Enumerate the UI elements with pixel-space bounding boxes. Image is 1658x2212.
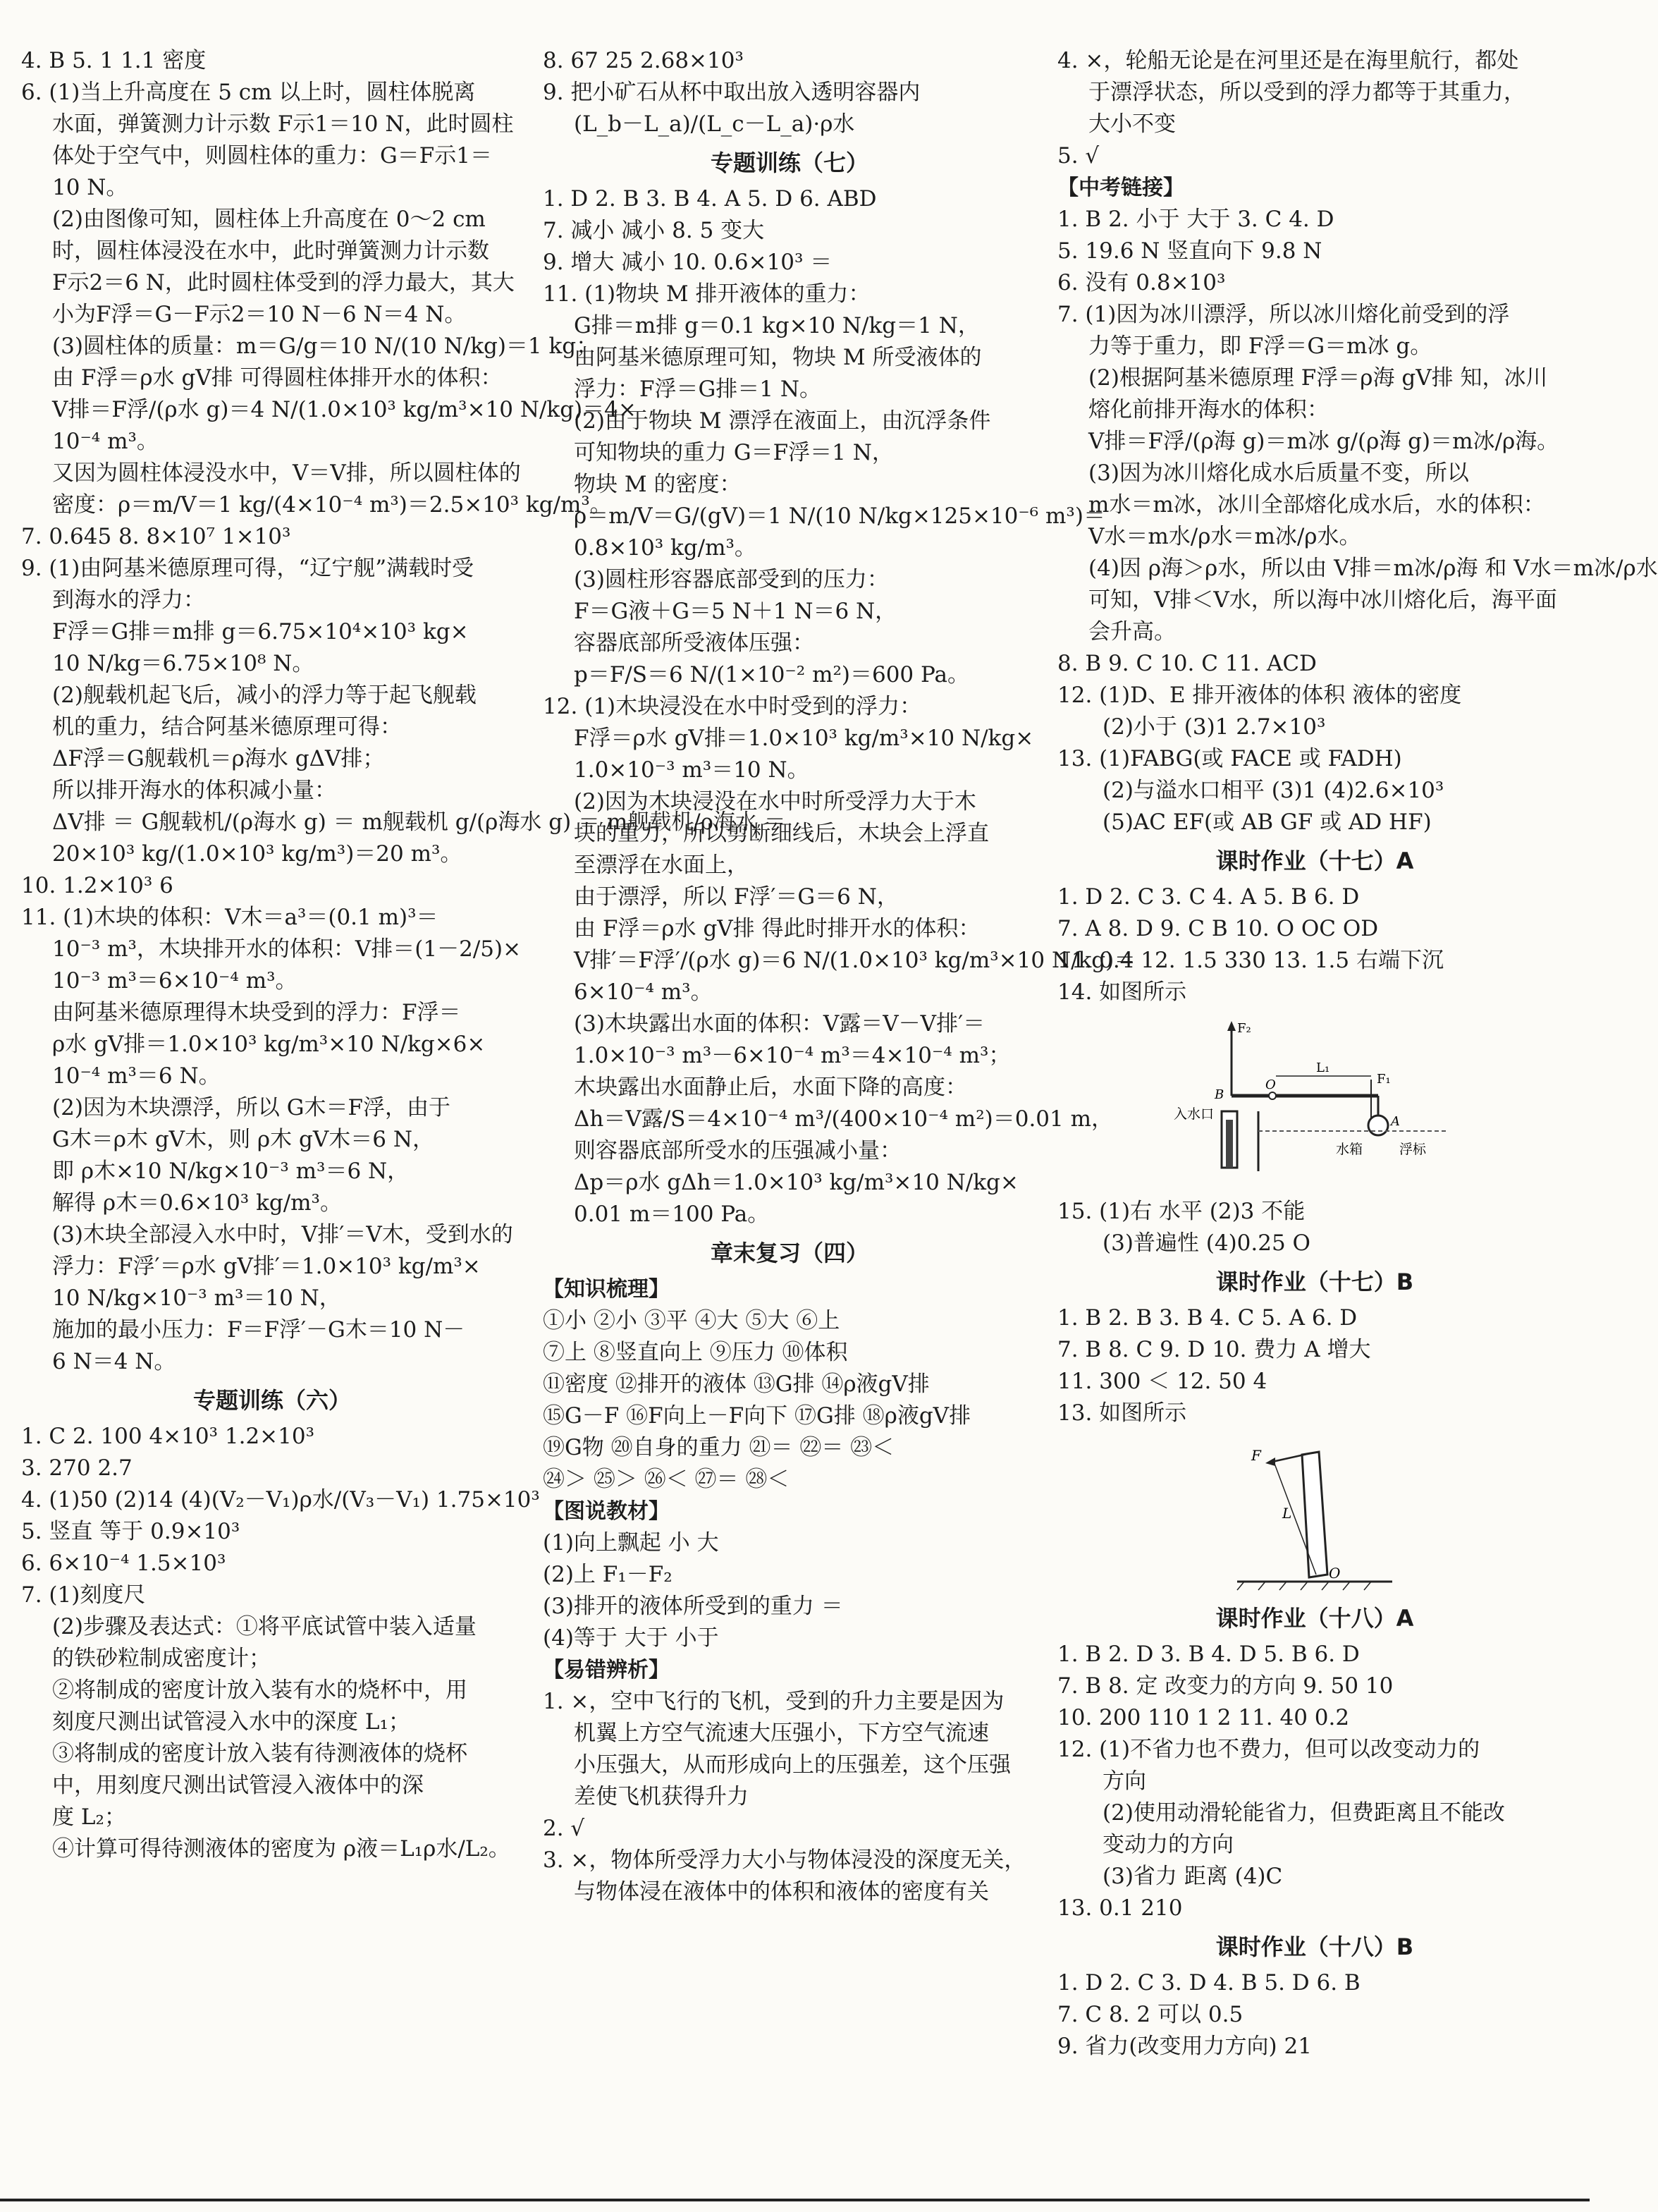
subsection-heading: 【图说教材】 [543, 1499, 670, 1524]
section-heading: 课时作业（十八）B [1215, 1933, 1414, 1960]
right-column-part-1 [1057, 45, 1658, 1008]
answer-line: 物块 M 的密度： [574, 472, 742, 497]
answer-line: 6 N＝4 N。 [52, 1349, 176, 1374]
answer-line: 6×10⁻⁴ m³。 [574, 979, 713, 1005]
answer-line: (2)步骤及表达式：①将平底试管中装入适量 [52, 1614, 477, 1639]
answer-line: 9. 增大 减小 10. 0.6×10³ ＝ [543, 250, 833, 275]
answer-line: 12. (1)不省力也不费力，但可以改变动力的 [1057, 1737, 1480, 1762]
answer-line: 10. 1.2×10³ 6 [21, 873, 173, 898]
answer-line: 3. 270 2.7 [21, 1455, 133, 1481]
answer-line: 6. 没有 0.8×10³ [1057, 270, 1226, 295]
ground-hatch [1237, 1582, 1371, 1590]
answer-line: Δh＝V露/S＝4×10⁻⁴ m³/(400×10⁻⁴ m²)＝0.01 m， [574, 1106, 1113, 1132]
answer-line: 7. B 8. C 9. D 10. 费力 A 增大 [1057, 1337, 1371, 1362]
answer-line: 所以排开海水的体积减小量： [52, 778, 336, 803]
answer-line: 20×10³ kg/(1.0×10³ kg/m³)＝20 m³。 [52, 841, 462, 867]
answer-line: 即 ρ木×10 N/kg×10⁻³ m³＝6 N， [52, 1159, 410, 1184]
answer-line: V排′＝F浮′/(ρ水 g)＝6 N/(1.0×10³ kg/m³×10 N/kg)＝ [574, 948, 1136, 973]
arrowhead-f [1265, 1458, 1275, 1466]
answer-line: 到海水的浮力： [52, 587, 205, 613]
answer-line: 7. (1)刻度尺 [21, 1582, 146, 1608]
answer-line: 10⁻³ m³＝6×10⁻⁴ m³。 [52, 968, 297, 994]
answer-line: F浮＝G排＝m排 g＝6.75×10⁴×10³ kg× [52, 619, 469, 644]
answer-line: 8. 67 25 2.68×10³ [543, 48, 744, 73]
answer-line: F＝G液＋G＝5 N＋1 N＝6 N， [574, 599, 897, 624]
answer-line: 7. C 8. 2 可以 0.5 [1057, 2002, 1244, 2027]
answer-line: 10⁻³ m³，木块排开水的体积：V排＝(1－2/5)× [52, 936, 522, 962]
answer-line: 方向 [1103, 1768, 1146, 1794]
answer-line: 会升高。 [1088, 619, 1176, 644]
pipe-core [1226, 1120, 1233, 1168]
answer-line: 11. 0.4 12. 1.5 330 13. 1.5 右端下沉 [1057, 948, 1444, 973]
answer-line: 1. B 2. B 3. B 4. C 5. A 6. D [1057, 1305, 1358, 1331]
answer-line: 与物体浸在液体中的体积和液体的密度有关 [574, 1879, 989, 1905]
answer-line: 7. 0.645 8. 8×10⁷ 1×10³ [21, 524, 291, 549]
lever-bar-figure [1223, 1434, 1406, 1596]
column-right [1057, 45, 1658, 2063]
label-f2: F₂ [1237, 1021, 1251, 1036]
answer-line: 小为F浮＝G－F示2＝10 N－6 N＝4 N。 [52, 302, 467, 327]
answer-line: G排＝m排 g＝0.1 kg×10 N/kg＝1 N， [574, 313, 980, 338]
section-heading: 课时作业（十八）A [1215, 1605, 1414, 1632]
answer-line: ⑲G物 ⑳自身的重力 ㉑＝ ㉒＝ ㉓＜ [543, 1435, 895, 1460]
answer-line: 熔化前排开海水的体积： [1088, 397, 1329, 422]
answer-line: 变动力的方向 [1103, 1832, 1234, 1857]
label-l: L [1282, 1505, 1292, 1522]
answer-line: 则容器底部所受水的压强减小量： [574, 1138, 902, 1163]
answer-line: 5. 竖直 等于 0.9×10³ [21, 1519, 240, 1544]
answer-line: 12. (1)木块浸没在水中时受到的浮力： [543, 694, 922, 719]
answer-line: (3)木块露出水面的体积：V露＝V－V排′＝ [574, 1011, 985, 1037]
answer-line: F示2＝6 N，此时圆柱体受到的浮力最大，其大 [52, 270, 515, 295]
answer-line: 差使飞机获得升力 [574, 1784, 749, 1809]
answer-line: 1. B 2. D 3. B 4. D 5. B 6. D [1057, 1642, 1360, 1667]
answer-line: ΔF浮＝G舰载机＝ρ海水 gΔV排； [52, 746, 385, 771]
answer-line: 1.0×10⁻³ m³＝10 N。 [574, 757, 809, 783]
answer-line: 7. A 8. D 9. C B 10. O OC OD [1057, 916, 1379, 941]
answer-line: 4. (1)50 (2)14 (4)(V₂－V₁)ρ水/(V₃－V₁) 1.75×10³ [21, 1487, 540, 1513]
answer-line: 5. √ [1057, 143, 1100, 169]
arrowhead [1227, 1021, 1236, 1031]
answer-line: 11. 300 ＜ 12. 50 4 [1057, 1369, 1267, 1394]
label-float: 浮标 [1399, 1142, 1427, 1157]
answer-line: 1. C 2. 100 4×10³ 1.2×10³ [21, 1424, 315, 1449]
answer-line: 机翼上方空气流速大压强小，下方空气流速 [574, 1721, 989, 1746]
label-tank: 水箱 [1336, 1142, 1363, 1157]
answer-line: 14. 如图所示 [1057, 979, 1187, 1005]
answer-line: (3)省力 距离 (4)C [1103, 1864, 1283, 1889]
answer-line: 刻度尺测出试管浸入水中的深度 L₁； [52, 1709, 410, 1735]
label-b: B [1215, 1087, 1224, 1102]
subsection-heading: 【知识梳理】 [543, 1277, 670, 1302]
answer-line: ΔV排 ＝ G舰载机/(ρ海水 g) ＝ m舰载机 g/(ρ海水 g) ＝ m舰载机/ρ海水 ＝ [52, 809, 786, 835]
answer-line: (3)因为冰川熔化成水后质量不变，所以 [1088, 460, 1469, 486]
answer-line: 4. B 5. 1 1.1 密度 [21, 48, 207, 73]
answer-line: 密度：ρ＝m/V＝1 kg/(4×10⁻⁴ m³)＝2.5×10³ kg/m³。 [52, 492, 612, 518]
answer-line: (2)舰载机起飞后，减小的浮力等于起飞舰载 [52, 683, 477, 708]
answer-line: (2)使用动滑轮能省力，但费距离且不能改 [1103, 1800, 1505, 1826]
label-l1: L₁ [1316, 1061, 1330, 1075]
answer-line: 1. D 2. C 3. D 4. B 5. D 6. B [1057, 1970, 1361, 1996]
answer-line: 体处于空气中，则圆柱体的重力：G＝F示1＝ [52, 143, 492, 169]
answer-line: 时，圆柱体浸没在水中，此时弹簧测力计示数 [52, 238, 489, 264]
answer-line: 6. (1)当上升高度在 5 cm 以上时，圆柱体脱离 [21, 80, 476, 105]
answer-line: 至漂浮在水面上， [574, 853, 749, 878]
answer-line: 13. (1)FABG(或 FACE 或 FADH) [1057, 746, 1402, 771]
answer-line: 容器底部所受液体压强： [574, 630, 814, 656]
answer-line: 的铁砂粒制成密度计； [52, 1646, 271, 1671]
answer-line: 9. 省力(改变用力方向) 21 [1057, 2034, 1312, 2059]
answer-line: 机的重力，结合阿基米德原理可得： [52, 714, 402, 740]
answer-line: 0.01 m＝100 Pa。 [574, 1202, 770, 1227]
answer-line: 块的重力，所以剪断细线后，木块会上浮直 [574, 821, 989, 846]
section-heading: 专题训练（六） [192, 1387, 351, 1414]
answer-line: 10⁻⁴ m³。 [52, 429, 159, 454]
answer-line: 1. B 2. 小于 大于 3. C 4. D [1057, 207, 1334, 232]
answer-line: (4)因 ρ海＞ρ水，所以由 V排＝m冰/ρ海 和 V水＝m冰/ρ水 [1088, 556, 1658, 581]
answer-line: ⑦上 ⑧竖直向上 ⑨压力 ⑩体积 [543, 1340, 848, 1365]
answer-line: (2)根据阿基米德原理 F浮＝ρ海 gV排 知，冰川 [1088, 365, 1548, 391]
answer-line: ρ水 gV排＝1.0×10³ kg/m³×10 N/kg×6× [52, 1032, 486, 1057]
answer-line: 6. 6×10⁻⁴ 1.5×10³ [21, 1551, 226, 1576]
answer-line: 12. (1)D、E 排开液体的体积 液体的密度 [1057, 683, 1462, 708]
answer-line: ⑪密度 ⑫排开的液体 ⑬G排 ⑭ρ液gV排 [543, 1371, 930, 1397]
answer-line: 1. ×，空中飞行的飞机，受到的升力主要是因为 [543, 1689, 1005, 1714]
answer-line: 0.8×10³ kg/m³。 [574, 535, 756, 561]
answer-line: (L_b－L_a)/(L_c－L_a)·ρ水 [574, 111, 855, 137]
subsection-heading: 【中考链接】 [1057, 176, 1184, 200]
answer-line: 1.0×10⁻³ m³－6×10⁻⁴ m³＝4×10⁻⁴ m³； [574, 1043, 1011, 1068]
label-a: A [1391, 1114, 1400, 1129]
label-f1: F₁ [1377, 1072, 1391, 1087]
lever-rod [1302, 1452, 1327, 1577]
answer-line: V水＝m水/ρ水＝m冰/ρ水。 [1088, 524, 1361, 549]
answer-line: m水＝m冰，冰川全部熔化成水后，水的体积： [1088, 492, 1545, 518]
label-inlet: 入水口 [1174, 1106, 1215, 1122]
bottom-rule [0, 2199, 1590, 2201]
float-ball [1368, 1116, 1388, 1135]
answer-line: 施加的最小压力：F＝F浮′－G木＝10 N－ [52, 1317, 465, 1343]
answer-line: 13. 如图所示 [1057, 1400, 1187, 1426]
answer-line: (2)由图像可知，圆柱体上升高度在 0～2 cm [52, 207, 486, 232]
right-column-part-2 [1057, 1196, 1572, 1429]
answer-line: 由 F浮＝ρ水 gV排 得此时排开水的体积： [574, 916, 981, 941]
answer-line: 10 N。 [52, 175, 128, 200]
section-heading: 课时作业（十七）A [1215, 848, 1414, 874]
answer-line: p＝F/S＝6 N/(1×10⁻² m²)＝600 Pa。 [574, 662, 969, 688]
answer-line: V排＝F浮/(ρ水 g)＝4 N/(1.0×10³ kg/m³×10 N/kg)＝4× [52, 397, 637, 422]
answer-line: ㉔＞ ㉕＞ ㉖＜ ㉗＝ ㉘＜ [543, 1467, 790, 1492]
answer-line: 9. (1)由阿基米德原理可得，“辽宁舰”满载时受 [21, 556, 474, 581]
answer-line: 小压强大，从而形成向上的压强差，这个压强 [574, 1752, 1011, 1778]
answer-line: 又因为圆柱体浸没水中，V＝V排，所以圆柱体的 [52, 460, 521, 486]
answer-line: 大小不变 [1088, 111, 1176, 137]
answer-line: 由 F浮＝ρ水 gV排 可得圆柱体排开水的体积： [52, 365, 503, 391]
answer-line: 7. 减小 减小 8. 5 变大 [543, 218, 765, 243]
answer-line: ④计算可得待测液体的密度为 ρ液＝L₁ρ水/L₂。 [52, 1836, 510, 1862]
answer-line: 15. (1)右 水平 (2)3 不能 [1057, 1199, 1306, 1224]
label-f: F [1251, 1447, 1261, 1464]
answer-line: 1. D 2. B 3. B 4. A 5. D 6. ABD [543, 186, 877, 212]
answer-line: 力等于重力，即 F浮＝G＝m冰 g。 [1088, 334, 1432, 359]
answer-line: 11. (1)木块的体积：V木＝a³＝(0.1 m)³＝ [21, 905, 438, 930]
answer-line: G木＝ρ木 gV木，则 ρ木 gV木＝6 N， [52, 1127, 434, 1152]
answer-line: (2)小于 (3)1 2.7×10³ [1103, 714, 1326, 740]
answer-line: (5)AC EF(或 AB GF 或 AD HF) [1103, 809, 1432, 835]
answer-line: ρ＝m/V＝G/(gV)＝1 N/(10 N/kg×125×10⁻⁶ m³)＝ [574, 503, 1105, 529]
answer-line: 10⁻⁴ m³＝6 N。 [52, 1063, 221, 1089]
answer-line: (2)因为木块浸没在水中时所受浮力大于木 [574, 789, 976, 814]
answer-line: (2)与溢水口相平 (3)1 (4)2.6×10³ [1103, 778, 1444, 803]
right-column-part-3 [1057, 1603, 1572, 2063]
answer-line: ⑮G－F ⑯F向上－F向下 ⑰G排 ⑱ρ液gV排 [543, 1403, 971, 1429]
answer-line: 浮力：F浮＝G排＝1 N。 [574, 377, 821, 402]
answer-line: 5. 19.6 N 竖直向下 9.8 N [1057, 238, 1322, 264]
answer-line: (3)圆柱体的质量：m＝G/g＝10 N/(10 N/kg)＝1 kg； [52, 334, 598, 359]
answer-line: ②将制成的密度计放入装有水的烧杯中，用 [52, 1678, 467, 1703]
answer-line: 11. (1)物块 M 排开液体的重力： [543, 281, 871, 307]
pivot-o [1269, 1092, 1276, 1099]
answer-line: (3)圆柱形容器底部受到的压力： [574, 567, 889, 592]
section-heading: 章末复习（四） [710, 1240, 868, 1266]
section-heading: 课时作业（十七）B [1215, 1269, 1414, 1295]
answer-line: (4)等于 大于 小于 [543, 1625, 719, 1651]
answer-line: ③将制成的密度计放入装有待测液体的烧杯 [52, 1741, 467, 1766]
answer-line: 10. 200 110 1 2 11. 40 0.2 [1057, 1705, 1350, 1730]
label-o2: O [1329, 1565, 1341, 1582]
answer-line: (2)由于物块 M 漂浮在液面上，由沉浮条件 [574, 408, 991, 434]
answer-line: (3)木块全部浸入水中时，V排′＝V木，受到水的 [52, 1222, 513, 1247]
answer-line: 9. 把小矿石从杯中取出放入透明容器内 [543, 80, 921, 105]
answer-line: 浮力：F浮′＝ρ水 gV排′＝1.0×10³ kg/m³× [52, 1254, 481, 1279]
answer-line: 由于漂浮，所以 F浮′＝G＝6 N， [574, 884, 899, 910]
answer-line: 由阿基米德原理可知，物块 M 所受液体的 [574, 345, 982, 370]
answer-line: (3)普遍性 (4)0.25 O [1103, 1230, 1310, 1256]
answer-line: 3. ×，物体所受浮力大小与物体浸没的深度无关， [543, 1847, 1026, 1873]
answer-line: (2)因为木块漂浮，所以 G木＝F浮，由于 [52, 1095, 451, 1120]
answer-line: 4. ×，轮船无论是在河里还是在海里航行，都处 [1057, 48, 1519, 73]
answer-line: 于漂浮状态，所以受到的浮力都等于其重力， [1088, 80, 1525, 105]
subsection-heading: 【易错辨析】 [543, 1658, 670, 1682]
answer-line: F浮＝ρ水 gV排＝1.0×10³ kg/m³×10 N/kg× [574, 726, 1034, 751]
answer-line: 2. √ [543, 1816, 585, 1841]
label-o: O [1265, 1077, 1276, 1092]
answer-line: 7. (1)因为冰川漂浮，所以冰川熔化前受到的浮 [1057, 302, 1510, 327]
answer-line: (3)排开的液体所受到的重力 ＝ [543, 1594, 843, 1619]
answer-line: 10 N/kg×10⁻³ m³＝10 N， [52, 1285, 341, 1311]
answer-line: (1)向上飘起 小 大 [543, 1530, 719, 1556]
answer-line: (2)上 F₁－F₂ [543, 1562, 673, 1587]
answer-line: 可知物块的重力 G＝F浮＝1 N， [574, 440, 894, 465]
answer-line: ①小 ②小 ③平 ④大 ⑤大 ⑥上 [543, 1308, 840, 1333]
answer-line: 度 L₂； [52, 1804, 126, 1830]
answer-line: 10 N/kg＝6.75×10⁸ N。 [52, 651, 314, 676]
answer-line: 13. 0.1 210 [1057, 1895, 1183, 1921]
answer-line: 木块露出水面静止后，水面下降的高度： [574, 1075, 967, 1100]
answer-line: 水面，弹簧测力计示数 F示1＝10 N，此时圆柱 [52, 111, 514, 137]
answer-line: 可知，V排＜V水，所以海中冰川熔化后，海平面 [1088, 587, 1557, 613]
answer-line: V排＝F浮/(ρ海 g)＝m冰 g/(ρ海 g)＝m冰/ρ海。 [1088, 429, 1559, 454]
section-heading: 专题训练（七） [710, 149, 868, 176]
answer-line: 7. B 8. 定 改变力的方向 9. 50 10 [1057, 1673, 1394, 1699]
answer-line: 中，用刻度尺测出试管浸入液体中的深 [52, 1773, 424, 1798]
lever-float-valve-figure [1167, 1013, 1463, 1189]
answer-line: 8. B 9. C 10. C 11. ACD [1057, 651, 1317, 676]
answer-line: 1. D 2. C 3. C 4. A 5. B 6. D [1057, 884, 1360, 910]
answer-line: 由阿基米德原理得木块受到的浮力：F浮＝ [52, 1000, 461, 1025]
answer-line: 解得 ρ木＝0.6×10³ kg/m³。 [52, 1190, 342, 1216]
answer-line: Δp＝ρ水 gΔh＝1.0×10³ kg/m³×10 N/kg× [574, 1170, 1019, 1195]
